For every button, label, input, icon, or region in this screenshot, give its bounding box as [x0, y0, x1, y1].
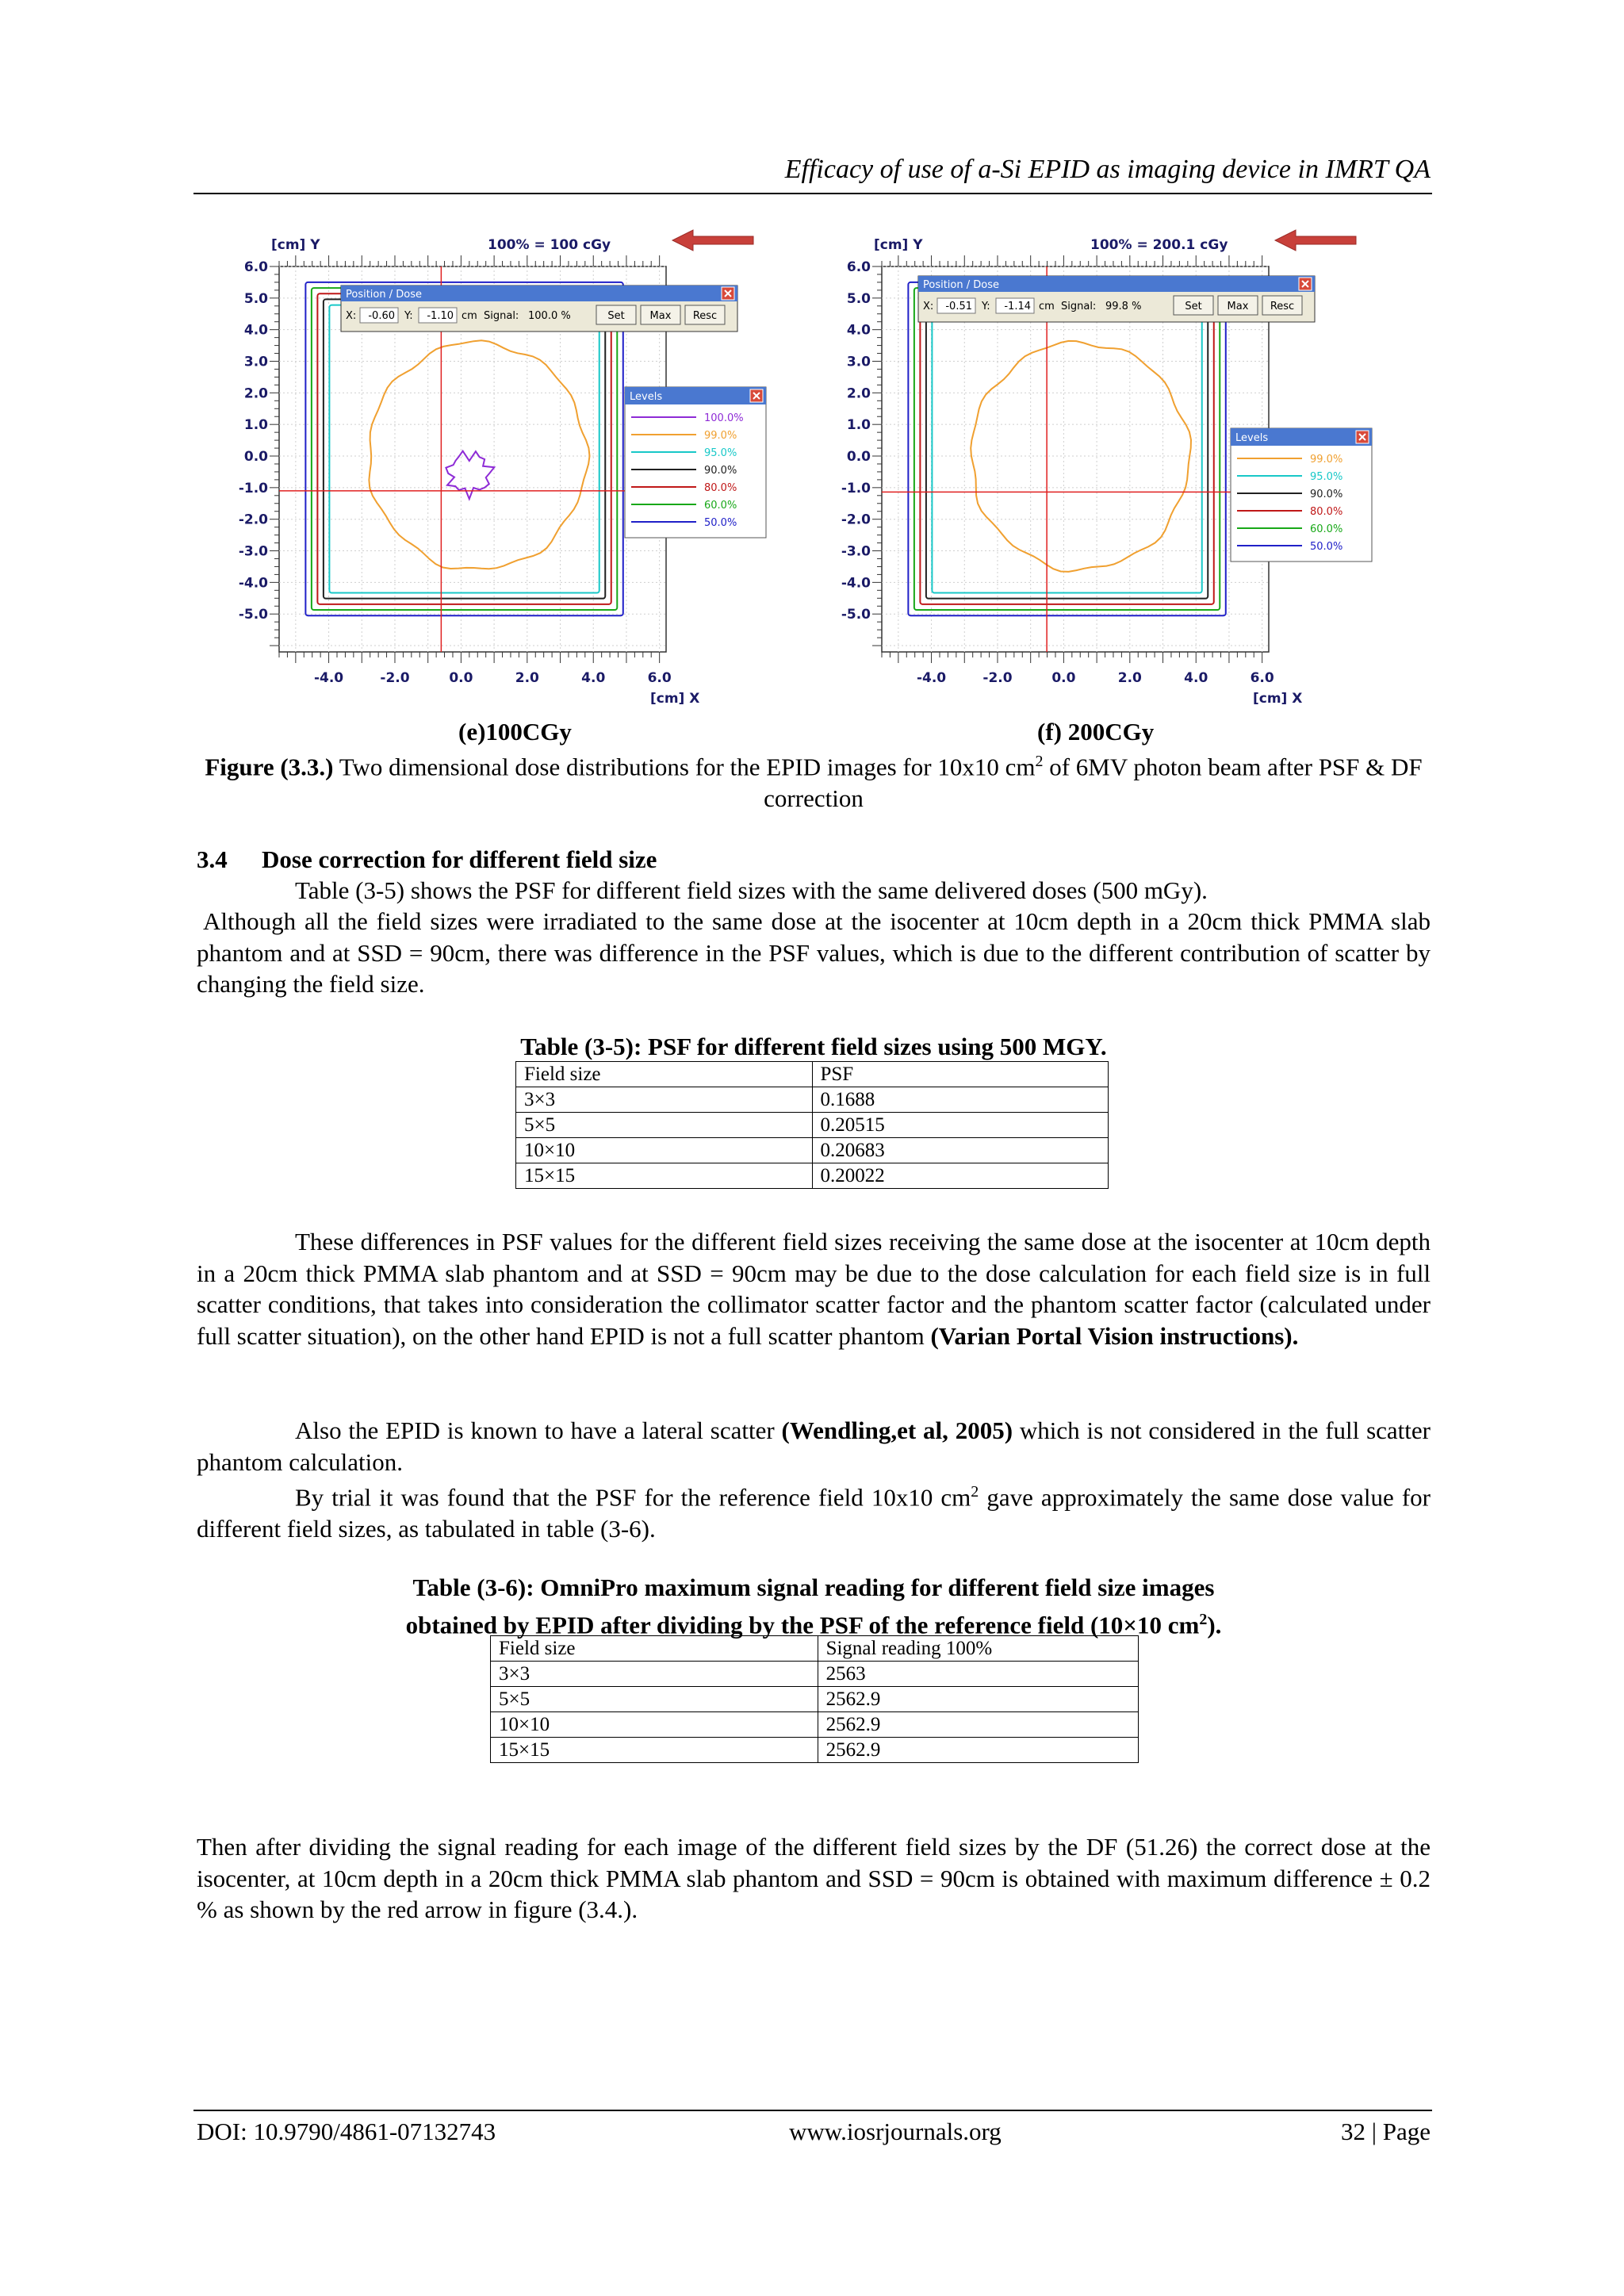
legend-level-label: 50.0%: [1310, 541, 1343, 553]
figure-caption-sup: 2: [1035, 753, 1044, 770]
table-cell: 3×3: [491, 1662, 818, 1687]
panel-caption-f: (f) 200CGy: [1037, 718, 1155, 746]
rescale-button-label: Resc: [1270, 301, 1295, 312]
cm-unit-label: cm: [1039, 301, 1055, 312]
paragraph-5-sup: 2: [971, 1483, 979, 1501]
y-coord-label: Y:: [982, 301, 990, 312]
y-tick-label: 5.0: [846, 290, 871, 307]
paragraph-3-citation: (Varian Portal Vision instructions).: [930, 1321, 1299, 1350]
y-tick-label: 2.0: [846, 385, 871, 402]
figure-caption-label: Figure (3.3.): [205, 753, 334, 781]
y-tick-label: 6.0: [846, 259, 871, 275]
y-tick-label: 0.0: [243, 449, 268, 466]
paragraph-3: [197, 1226, 1431, 1351]
table-row: [491, 1636, 1139, 1662]
header-rule: [193, 193, 1432, 194]
paragraph-5-text-a: By trial it was found that the PSF for the reference field 10x10 cm: [295, 1483, 971, 1512]
y-tick-label: -5.0: [841, 607, 871, 623]
x-coord-label: X:: [346, 310, 357, 322]
table-row: [491, 1738, 1139, 1763]
x-coord-value: -0.51: [945, 301, 972, 312]
table-cell: 5×5: [491, 1687, 818, 1712]
signal-value: 99.8 %: [1105, 301, 1142, 312]
legend-level-label: 90.0%: [704, 465, 737, 477]
paragraph-4: [197, 1415, 1431, 1478]
table-3-6-caption-end: ).: [1207, 1611, 1222, 1639]
paragraph-2: Although all the field sizes were irradiated to the same dose at the isocenter at 10cm depth in a 20cm thick PMMA slab phantom and at SSD = 90cm, there was difference in the PSF values, which is due to the different contribution of scatter by changing the field size.: [197, 907, 1431, 998]
section-number: 3.4: [197, 845, 228, 873]
footer-doi: DOI: 10.9790/4861-07132743: [197, 2118, 496, 2145]
x-unit-label: [cm] X: [650, 691, 700, 707]
y-unit-label: [cm] Y: [271, 237, 320, 253]
y-tick-label: 2.0: [243, 385, 268, 402]
footer-page-number: 32 | Page: [1341, 2118, 1431, 2145]
panel-caption-e: (e)100CGy: [458, 718, 572, 746]
table-cell: 0.20683: [812, 1138, 1109, 1163]
paragraph-4-text-b: which is not considered in the full scatter phantom calculation.: [197, 1416, 1431, 1476]
x-tick-label: -2.0: [380, 670, 410, 686]
x-tick-label: 4.0: [581, 670, 606, 686]
rescale-button-label: Resc: [692, 310, 718, 322]
red-arrow-icon: [672, 230, 753, 251]
footer-website-link[interactable]: www.iosrjournals.org: [789, 2118, 1002, 2145]
y-tick-label: 5.0: [243, 290, 268, 307]
table-cell: 15×15: [491, 1738, 818, 1763]
normalization-label: 100% = 200.1 cGy: [1090, 237, 1228, 253]
paragraph-4-text-a: Also the EPID is known to have a lateral scatter: [295, 1416, 782, 1444]
table-row: [491, 1662, 1139, 1687]
y-tick-label: -1.0: [841, 480, 871, 496]
table-3-6: [490, 1635, 1139, 1763]
x-tick-label: 6.0: [1250, 670, 1274, 686]
x-coord-label: X:: [923, 301, 934, 312]
table-3-6-caption-text: Table (3-6): OmniPro maximum signal reading for different field size images obtained by EPID after dividing by the PSF of the reference field (10×10 cm: [405, 1573, 1215, 1639]
max-button-label: Max: [1227, 301, 1249, 312]
footer-rule: [193, 2110, 1432, 2111]
x-tick-label: 2.0: [515, 670, 539, 686]
legend-level-label: 90.0%: [1310, 489, 1343, 500]
legend-level-label: 99.0%: [1310, 454, 1343, 466]
table-header-cell: Field size: [491, 1636, 818, 1662]
y-tick-label: 6.0: [243, 259, 268, 275]
running-title: Efficacy of use of a-Si EPID as imaging device in IMRT QA: [784, 155, 1431, 184]
table-header-cell: Signal reading 100%: [818, 1636, 1138, 1662]
legend-level-label: 95.0%: [1310, 471, 1343, 483]
dose-map-svg: [841, 224, 1419, 707]
signal-label: Signal:: [1061, 301, 1097, 312]
y-tick-label: 3.0: [243, 354, 268, 370]
table-header-cell: Field size: [516, 1062, 813, 1087]
figure-caption-text-1: Two dimensional dose distributions for the EPID images for 10x10 cm: [333, 753, 1036, 781]
x-tick-label: 6.0: [647, 670, 672, 686]
dose-map-panel-f: [841, 224, 1419, 707]
figure-caption: [197, 746, 1431, 815]
table-header-cell: PSF: [812, 1062, 1109, 1087]
legend-level-label: 60.0%: [704, 500, 737, 512]
table-row: [491, 1687, 1139, 1712]
legend-level-label: 95.0%: [704, 447, 737, 459]
table-cell: 0.20022: [812, 1163, 1109, 1189]
red-arrow-icon: [1275, 230, 1356, 251]
y-unit-label: [cm] Y: [874, 237, 923, 253]
table-row: [491, 1712, 1139, 1738]
levels-legend[interactable]: [1231, 428, 1372, 562]
y-coord-value: -1.10: [427, 310, 454, 322]
table-3-5: [515, 1061, 1109, 1189]
table-cell: 2562.9: [818, 1738, 1138, 1763]
x-tick-label: -2.0: [982, 670, 1013, 686]
legend-level-label: 60.0%: [1310, 523, 1343, 535]
x-tick-label: 2.0: [1117, 670, 1142, 686]
y-coord-value: -1.14: [1004, 301, 1031, 312]
table-row: [516, 1062, 1109, 1087]
levels-title: Levels: [630, 391, 663, 403]
plot-area: [882, 266, 1269, 652]
paragraph-6: Then after dividing the signal reading for each image of the different field sizes by the DF (51.26) the correct dose at the isocenter, at 10cm depth in a 20cm thick PMMA slab phantom and SSD = 90cm is obtained with maximum difference ± 0.2 % as shown by the red arrow in figure (3.4.).: [197, 1833, 1431, 1923]
position-dose-dialog[interactable]: [341, 286, 737, 332]
table-cell: 0.20515: [812, 1113, 1109, 1138]
dose-map-panel-e: [238, 224, 817, 707]
table-cell: 10×10: [491, 1712, 818, 1738]
table-cell: 10×10: [516, 1138, 813, 1163]
cm-unit-label: cm: [462, 310, 477, 322]
y-tick-label: 4.0: [243, 322, 268, 339]
legend-level-label: 100.0%: [704, 412, 744, 424]
x-tick-label: 0.0: [449, 670, 473, 686]
table-cell: 5×5: [516, 1113, 813, 1138]
y-tick-label: -1.0: [238, 480, 268, 496]
dialog-title: Position / Dose: [923, 279, 999, 291]
y-tick-label: -3.0: [238, 543, 268, 560]
legend-level-label: 50.0%: [704, 517, 737, 529]
table-3-6-caption-sup: 2: [1199, 1611, 1208, 1628]
y-tick-label: 0.0: [846, 449, 871, 466]
paragraph-3-text: These differences in PSF values for the different field sizes receiving the same dose at the isocenter at 10cm depth in a 20cm thick PMMA slab phantom and at SSD = 90cm may be due to the dose calculation for each field size is in full scatter conditions, that takes into consideration the collimator scatter factor and the phantom scatter factor (calculated under full scatter situation), on the other hand EPID is not a full scatter phantom: [197, 1228, 1431, 1350]
table-cell: 15×15: [516, 1163, 813, 1189]
table-3-5-caption: Table (3-5): PSF for different field sizes using 500 MGY.: [520, 1033, 1107, 1060]
signal-value: 100.0 %: [528, 310, 571, 322]
paragraph-4-citation: (Wendling,et al, 2005): [781, 1416, 1013, 1444]
table-row: [516, 1163, 1109, 1189]
legend-level-label: 80.0%: [1310, 506, 1343, 518]
y-coord-label: Y:: [404, 310, 413, 322]
section-title: Dose correction for different field size: [262, 845, 657, 873]
y-tick-label: -4.0: [238, 575, 268, 592]
x-tick-label: 0.0: [1051, 670, 1076, 686]
dialog-title: Position / Dose: [346, 289, 422, 301]
y-tick-label: 4.0: [846, 322, 871, 339]
levels-title: Levels: [1235, 432, 1269, 444]
y-tick-label: -2.0: [841, 512, 871, 528]
paragraph-1: Table (3-5) shows the PSF for different field sizes with the same delivered doses (500 mGy).: [295, 876, 1208, 904]
y-tick-label: -3.0: [841, 543, 871, 560]
max-button-label: Max: [649, 310, 672, 322]
table-row: [516, 1138, 1109, 1163]
x-coord-value: -0.60: [368, 310, 395, 322]
x-tick-label: 4.0: [1184, 670, 1208, 686]
position-dose-dialog[interactable]: [918, 276, 1315, 322]
table-cell: 2562.9: [818, 1712, 1138, 1738]
x-tick-label: -4.0: [916, 670, 947, 686]
y-tick-label: -2.0: [238, 512, 268, 528]
y-tick-label: 3.0: [846, 354, 871, 370]
set-button-label: Set: [607, 310, 625, 322]
table-row: [516, 1087, 1109, 1113]
y-tick-label: 1.0: [243, 417, 268, 434]
x-tick-label: -4.0: [313, 670, 344, 686]
y-tick-label: 1.0: [846, 417, 871, 434]
levels-legend[interactable]: [625, 387, 766, 538]
y-tick-label: -5.0: [238, 607, 268, 623]
legend-level-label: 99.0%: [704, 430, 737, 442]
normalization-label: 100% = 100 cGy: [488, 237, 611, 253]
x-unit-label: [cm] X: [1253, 691, 1303, 707]
table-cell: 2563: [818, 1662, 1138, 1687]
signal-label: Signal:: [484, 310, 519, 322]
table-row: [516, 1113, 1109, 1138]
table-3-6-caption: [197, 1572, 1431, 1641]
paragraph-5: [197, 1477, 1431, 1544]
section-heading: [197, 844, 657, 876]
set-button-label: Set: [1185, 301, 1202, 312]
paragraph-5-text-b: gave approximately the same dose value for different field sizes, as tabulated in table (3-6).: [197, 1483, 1431, 1543]
table-cell: 2562.9: [818, 1687, 1138, 1712]
dose-map-svg: [238, 224, 817, 707]
figure-caption-text-2: of 6MV photon beam after PSF & DF correction: [764, 753, 1423, 813]
y-tick-label: -4.0: [841, 575, 871, 592]
table-cell: 3×3: [516, 1087, 813, 1113]
legend-level-label: 80.0%: [704, 482, 737, 494]
table-cell: 0.1688: [812, 1087, 1109, 1113]
